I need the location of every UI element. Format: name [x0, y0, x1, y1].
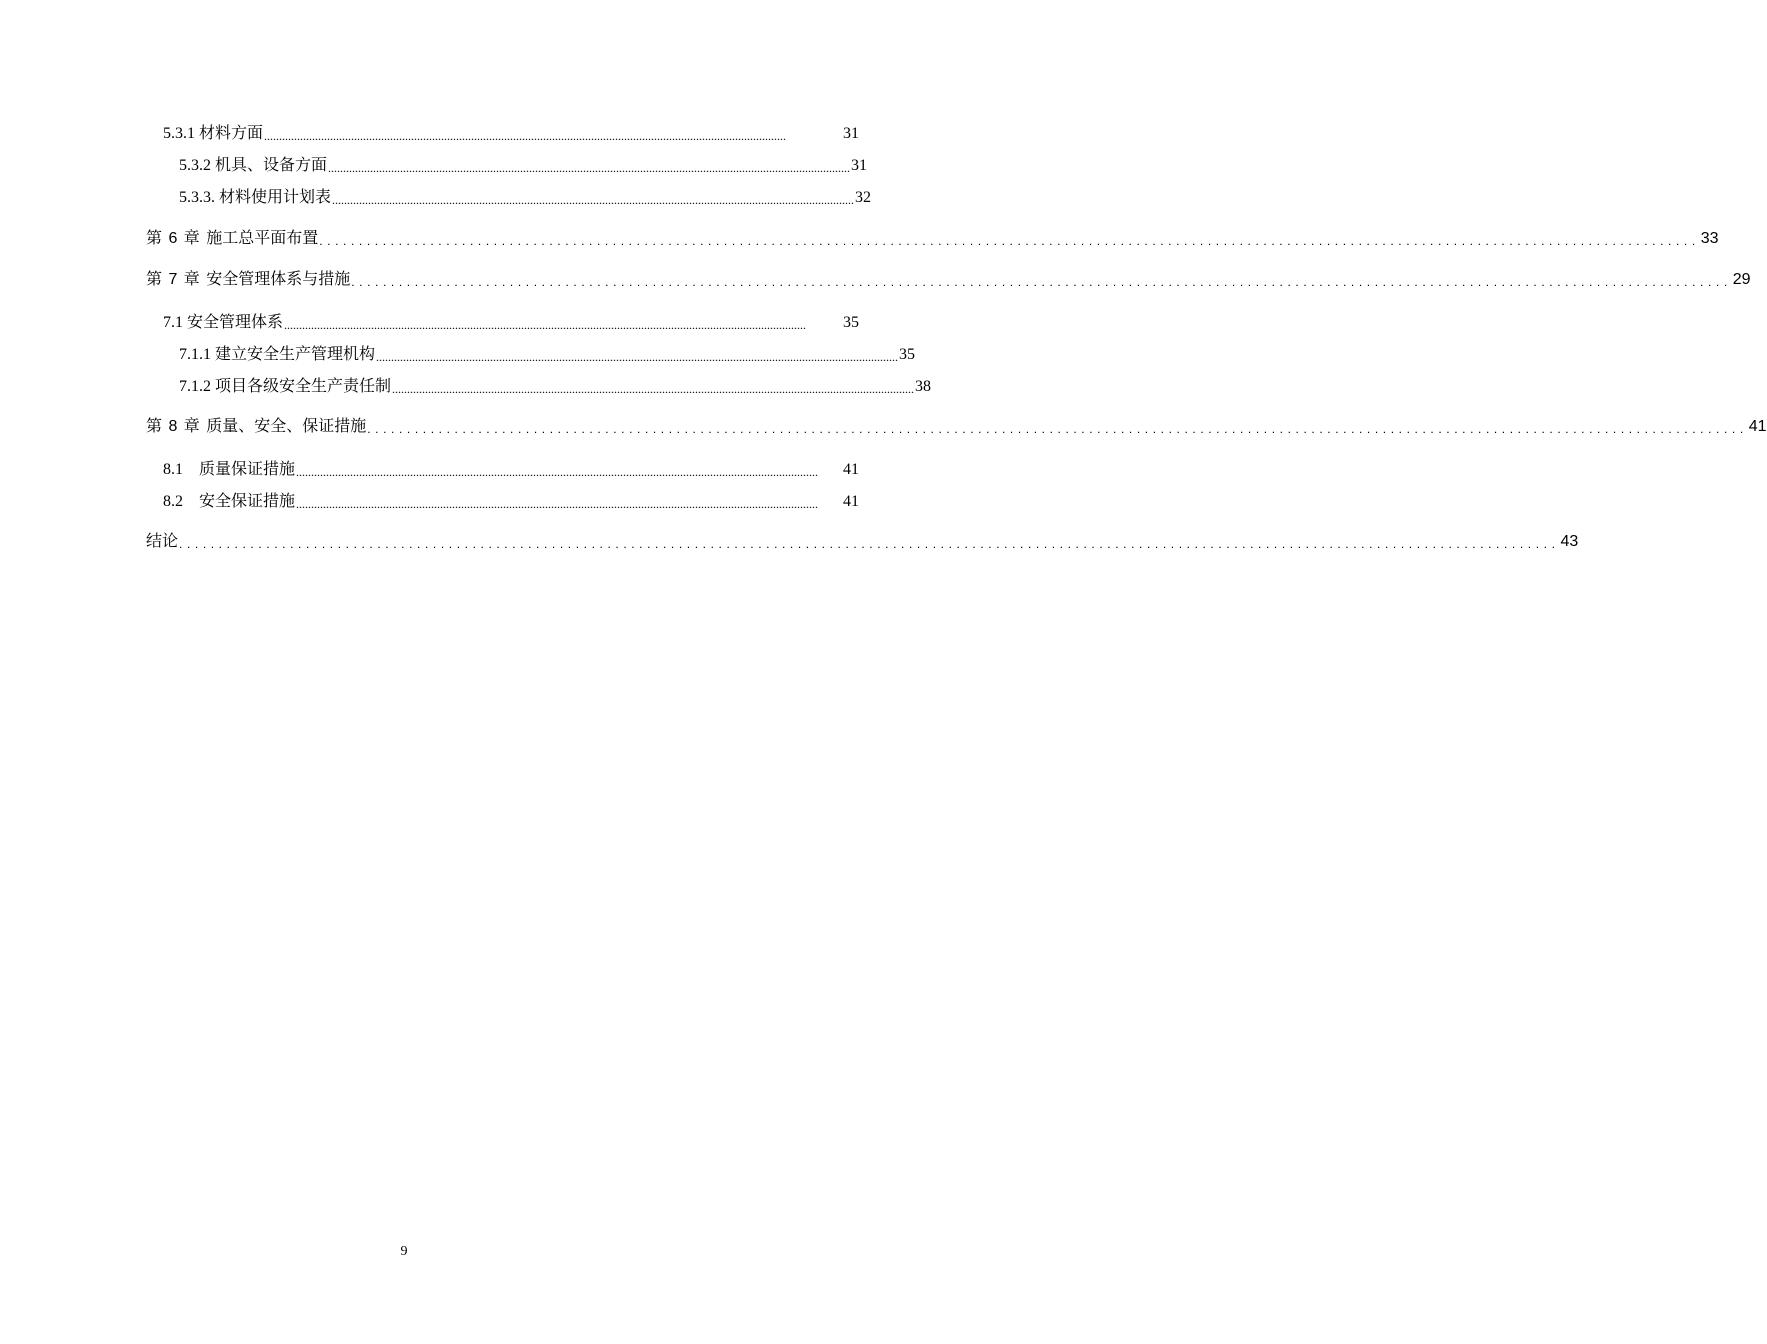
toc-entry-label: 第 7 章 安全管理体系与措施: [146, 271, 351, 288]
toc-entry-8-2[interactable]: [163, 489, 859, 511]
toc-entry-5-3-3[interactable]: [179, 185, 872, 207]
toc-entry-page: 35: [899, 346, 916, 363]
toc-entry-label: 第 6 章 施工总平面布置: [146, 230, 319, 247]
toc-entry-page: 38: [915, 378, 932, 395]
toc-entry-page: 41: [843, 461, 859, 478]
toc-dot-leader: ..............................................................................................................................................................................: [351, 275, 1732, 289]
toc-entry-7-1[interactable]: [163, 310, 859, 332]
toc-entry-8-1[interactable]: [163, 457, 859, 479]
toc-entry-7-1-1[interactable]: [179, 342, 916, 364]
toc-entry-7-1-2[interactable]: [179, 374, 932, 396]
toc-entry-label: 第 8 章 质量、安全、保证措施: [146, 418, 367, 435]
toc-dot-leader: ..............................................................................................................................................................................: [179, 537, 1560, 551]
toc-entry-label: 8.2 安全保证措施: [163, 493, 296, 510]
page-number: 9: [400, 1244, 408, 1259]
toc-entry-label: 5.3.2 机具、设备方面: [179, 157, 328, 174]
toc-entry-5-3-2[interactable]: [179, 153, 868, 175]
toc-entry-label: 5.3.3. 材料使用计划表: [179, 189, 332, 206]
toc-dot-leader: ..............................................................................................................................................................................: [296, 497, 819, 511]
toc-dot-leader: ..............................................................................................................................................................................: [328, 161, 851, 175]
toc-dot-leader: ..............................................................................................................................................................................: [392, 382, 915, 396]
toc-entry-label: 5.3.1 材料方面: [163, 125, 264, 142]
toc-entry-page: 41: [843, 493, 859, 510]
toc-entry-page: 35: [843, 314, 859, 331]
toc-entry-chapter-7[interactable]: [146, 267, 1751, 289]
toc-dot-leader: ..............................................................................................................................................................................: [296, 465, 819, 479]
toc-entry-page: 32: [855, 189, 872, 206]
toc-entry-label: 7.1 安全管理体系: [163, 314, 284, 331]
toc-entry-5-3-1[interactable]: [163, 121, 859, 143]
toc-entry-label: 8.1 质量保证措施: [163, 461, 296, 478]
toc-entry-page: 31: [843, 125, 859, 142]
toc-entry-label: 结论: [146, 533, 179, 550]
toc-dot-leader: ..............................................................................................................................................................................: [367, 422, 1748, 436]
toc-entry-label: 7.1.1 建立安全生产管理机构: [179, 346, 376, 363]
toc-dot-leader: ..............................................................................................................................................................................: [332, 193, 855, 207]
toc-entry-conclusion[interactable]: [146, 529, 1579, 551]
toc-entry-page: 41: [1748, 418, 1767, 435]
toc-dot-leader: ..............................................................................................................................................................................: [284, 318, 807, 332]
toc-dot-leader: ..............................................................................................................................................................................: [376, 350, 899, 364]
toc-entry-page: 31: [851, 157, 868, 174]
toc-dot-leader: ..............................................................................................................................................................................: [264, 129, 787, 143]
toc-entry-page: 43: [1560, 533, 1579, 550]
toc-entry-page: 29: [1732, 271, 1751, 288]
toc-dot-leader: ..............................................................................................................................................................................: [319, 234, 1700, 248]
toc-entry-chapter-6[interactable]: [146, 226, 1719, 248]
toc-entry-chapter-8[interactable]: [146, 414, 1767, 436]
toc-entry-page: 33: [1700, 230, 1719, 247]
toc-entry-label: 7.1.2 项目各级安全生产责任制: [179, 378, 392, 395]
